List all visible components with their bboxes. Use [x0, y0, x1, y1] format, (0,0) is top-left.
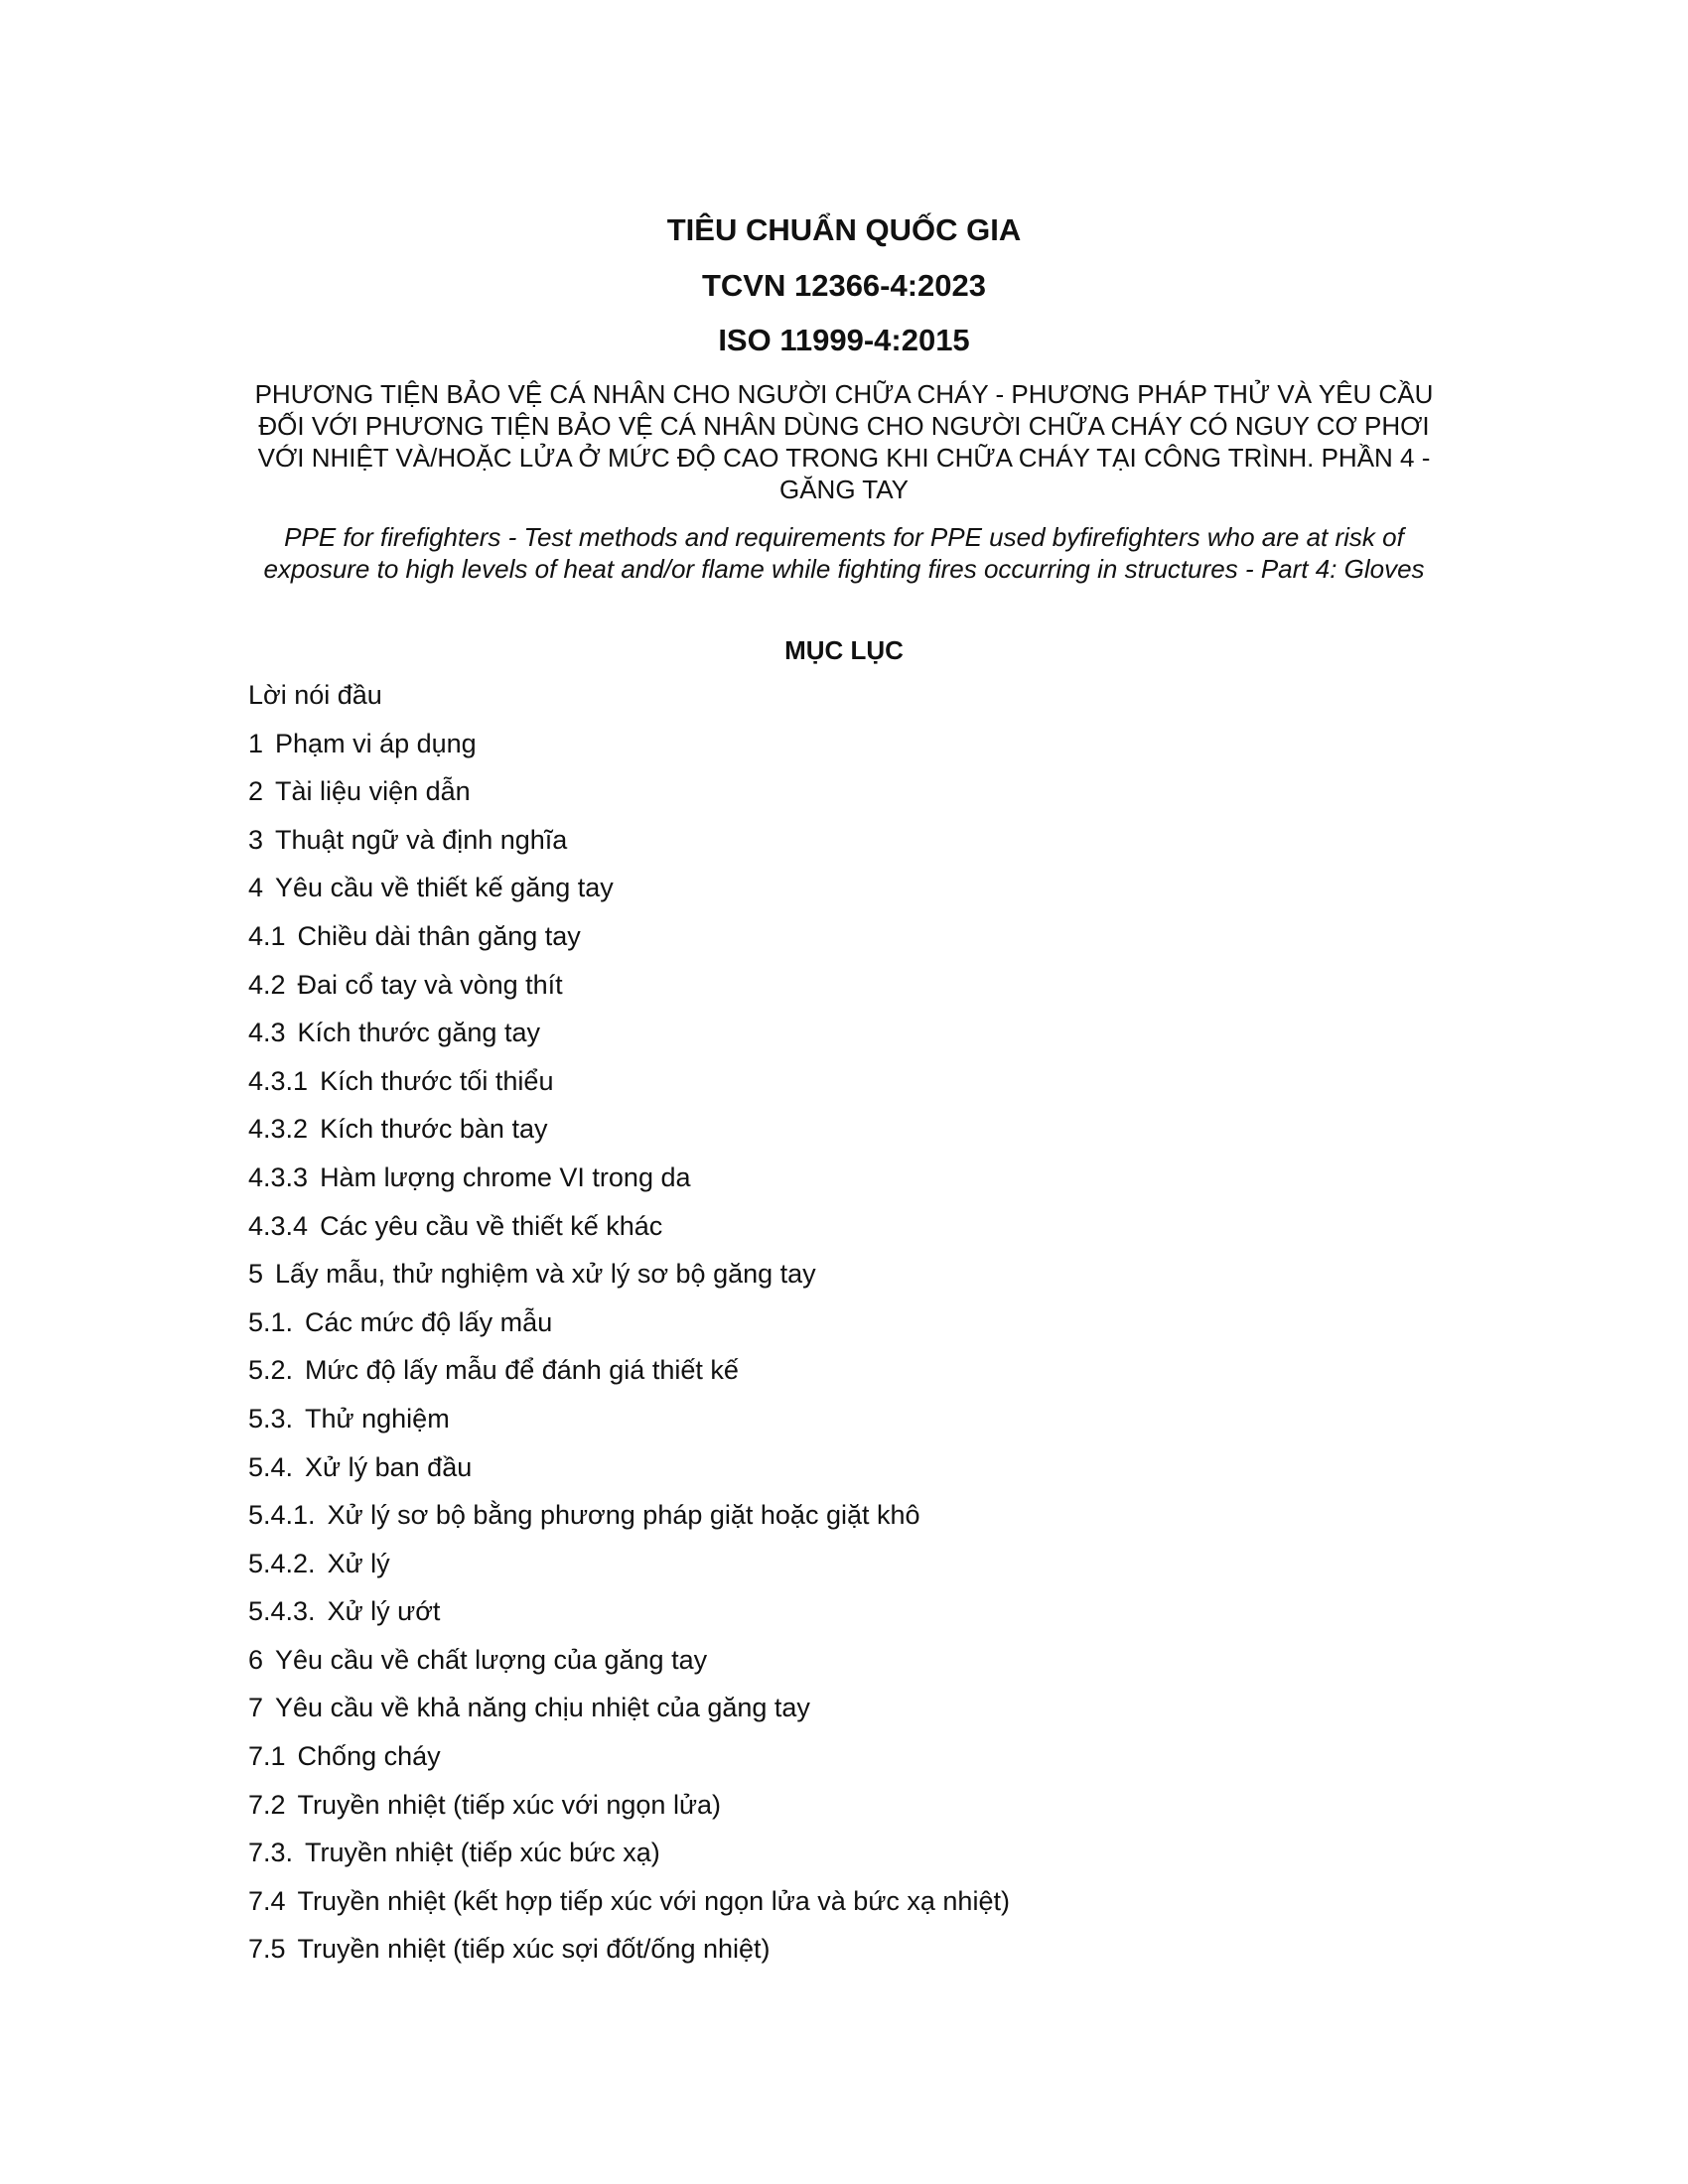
toc-entry-number: 7.5	[248, 1934, 286, 1965]
toc-entry[interactable]	[248, 1740, 1440, 1789]
toc-entry-text: Thuật ngữ và định nghĩa	[275, 824, 568, 855]
toc-entry-text: Chiều dài thân găng tay	[297, 920, 581, 951]
toc-entry[interactable]	[248, 1065, 1440, 1114]
toc-entry[interactable]	[248, 1354, 1440, 1403]
toc-entry-text: Xử lý ban đầu	[305, 1451, 473, 1482]
toc-entry[interactable]	[248, 1885, 1440, 1934]
toc-heading: MỤC LỤC	[784, 635, 904, 665]
toc-entry-text: Kích thước găng tay	[297, 1018, 540, 1048]
table-of-contents	[248, 679, 1440, 1981]
toc-entry-text: Truyền nhiệt (tiếp xúc với ngọn lửa)	[297, 1789, 722, 1820]
toc-entry-number: 5.4.2.	[248, 1548, 316, 1578]
standard-title: TIÊU CHUẨN QUỐC GIA	[666, 212, 1022, 247]
toc-entry[interactable]	[248, 1837, 1440, 1885]
toc-entry-text: Xử lý sơ bộ bằng phương pháp giặt hoặc giặt khô	[327, 1500, 920, 1531]
english-document-title: PPE for firefighters - Test methods and requirements for PPE used byfirefighters who are at risk of exposure to high levels of heat and/or flame while fighting fires occurring in structures - Part 4: Gloves	[263, 522, 1425, 584]
toc-entry[interactable]	[248, 1644, 1440, 1693]
toc-entry[interactable]	[248, 1451, 1440, 1500]
toc-entry-number: 2	[248, 776, 264, 807]
toc-entry[interactable]	[248, 1403, 1440, 1451]
toc-entry-text: Truyền nhiệt (tiếp xúc sợi đốt/ống nhiệt)	[297, 1934, 771, 1965]
toc-entry-text: Yêu cầu về khả năng chịu nhiệt của găng tay	[275, 1693, 810, 1723]
toc-entry-number: 7.1	[248, 1741, 286, 1772]
toc-entry-number: 5.1.	[248, 1306, 294, 1337]
toc-entry-text: Tài liệu viện dẫn	[275, 776, 471, 807]
toc-entry[interactable]	[248, 728, 1440, 776]
toc-entry-number: 5.4.	[248, 1451, 294, 1482]
toc-entry[interactable]	[248, 1789, 1440, 1838]
toc-entry-text: Hàm lượng chrome VI trong da	[320, 1161, 691, 1192]
toc-entry[interactable]	[248, 679, 1440, 728]
toc-entry-text: Lấy mẫu, thử nghiệm và xử lý sơ bộ găng tay	[275, 1259, 816, 1290]
vietnamese-document-title: PHƯƠNG TIỆN BẢO VỆ CÁ NHÂN CHO NGƯỜI CHỮA CHÁY - PHƯƠNG PHÁP THỬ VÀ YÊU CẦU ĐỐI VỚI PHƯƠNG TIỆN BẢO VỆ CÁ NHÂN DÙNG CHO NGƯỜI CHỮA CHÁY CÓ NGUY CƠ PHƠI VỚI NHIỆT VÀ/HOẶC LỬA Ở MỨC ĐỘ CAO TRONG KHI CHỮA CHÁY TẠI CÔNG TRÌNH. PHẦN 4 - GĂNG TAY	[254, 379, 1434, 504]
toc-entry[interactable]	[248, 969, 1440, 1018]
toc-entry-number: 5.3.	[248, 1403, 294, 1433]
toc-entry-number: 4.3.3	[248, 1161, 309, 1192]
toc-entry-text: Đai cổ tay và vòng thít	[297, 969, 563, 1000]
toc-entry[interactable]	[248, 1161, 1440, 1210]
toc-entry-number: 5.4.3.	[248, 1596, 316, 1627]
toc-entry-number: 7.3.	[248, 1838, 294, 1868]
toc-entry-text: Kích thước bàn tay	[320, 1114, 548, 1145]
toc-entry-text: Phạm vi áp dụng	[275, 728, 477, 758]
toc-entry-number: 5.4.1.	[248, 1500, 316, 1531]
iso-code: ISO 11999-4:2015	[718, 323, 970, 357]
toc-entry[interactable]	[248, 824, 1440, 873]
toc-entry-text: Yêu cầu về thiết kế găng tay	[275, 873, 614, 903]
toc-entry-number: 7.4	[248, 1885, 286, 1916]
toc-entry[interactable]	[248, 1113, 1440, 1161]
toc-entry-text: Mức độ lấy mẫu để đánh giá thiết kế	[305, 1355, 739, 1386]
toc-entry[interactable]	[248, 872, 1440, 920]
toc-entry-number: 5.2.	[248, 1355, 294, 1386]
toc-entry[interactable]	[248, 1017, 1440, 1065]
toc-entry-number: 6	[248, 1644, 264, 1675]
toc-entry-text: Lời nói đầu	[248, 680, 382, 710]
toc-entry[interactable]	[248, 920, 1440, 969]
toc-entry-text: Xử lý ướt	[327, 1596, 441, 1627]
toc-entry[interactable]	[248, 1499, 1440, 1548]
toc-entry-number: 4.2	[248, 969, 286, 1000]
toc-entry-number: 1	[248, 728, 264, 758]
toc-entry[interactable]	[248, 1548, 1440, 1596]
toc-entry-text: Thử nghiệm	[305, 1403, 450, 1433]
toc-entry-number: 5	[248, 1259, 264, 1290]
tcvn-code: TCVN 12366-4:2023	[701, 268, 987, 303]
toc-entry-text: Các mức độ lấy mẫu	[305, 1306, 553, 1337]
toc-entry[interactable]	[248, 1258, 1440, 1306]
toc-entry[interactable]	[248, 775, 1440, 824]
toc-entry-number: 4	[248, 873, 264, 903]
toc-entry-text: Kích thước tối thiểu	[320, 1065, 554, 1096]
toc-entry-text: Yêu cầu về chất lượng của găng tay	[275, 1644, 708, 1675]
toc-entry-number: 4.3.1	[248, 1065, 309, 1096]
toc-entry-number: 7.2	[248, 1789, 286, 1820]
toc-entry[interactable]	[248, 1933, 1440, 1981]
toc-entry-number: 4.3.2	[248, 1114, 309, 1145]
toc-entry-number: 4.1	[248, 920, 286, 951]
toc-entry-text: Chống cháy	[297, 1741, 441, 1772]
toc-entry[interactable]	[248, 1692, 1440, 1740]
toc-entry-text: Xử lý	[327, 1548, 390, 1578]
toc-entry[interactable]	[248, 1306, 1440, 1355]
toc-entry-number: 7	[248, 1693, 264, 1723]
toc-entry-text: Truyền nhiệt (kết hợp tiếp xúc với ngọn lửa và bức xạ nhiệt)	[297, 1885, 1010, 1916]
toc-entry-number: 4.3.4	[248, 1210, 309, 1241]
toc-entry-number: 3	[248, 824, 264, 855]
toc-entry[interactable]	[248, 1210, 1440, 1259]
toc-entry-text: Truyền nhiệt (tiếp xúc bức xạ)	[305, 1838, 660, 1868]
toc-entry-text: Các yêu cầu về thiết kế khác	[320, 1210, 663, 1241]
toc-entry-number: 4.3	[248, 1018, 286, 1048]
toc-entry[interactable]	[248, 1595, 1440, 1644]
